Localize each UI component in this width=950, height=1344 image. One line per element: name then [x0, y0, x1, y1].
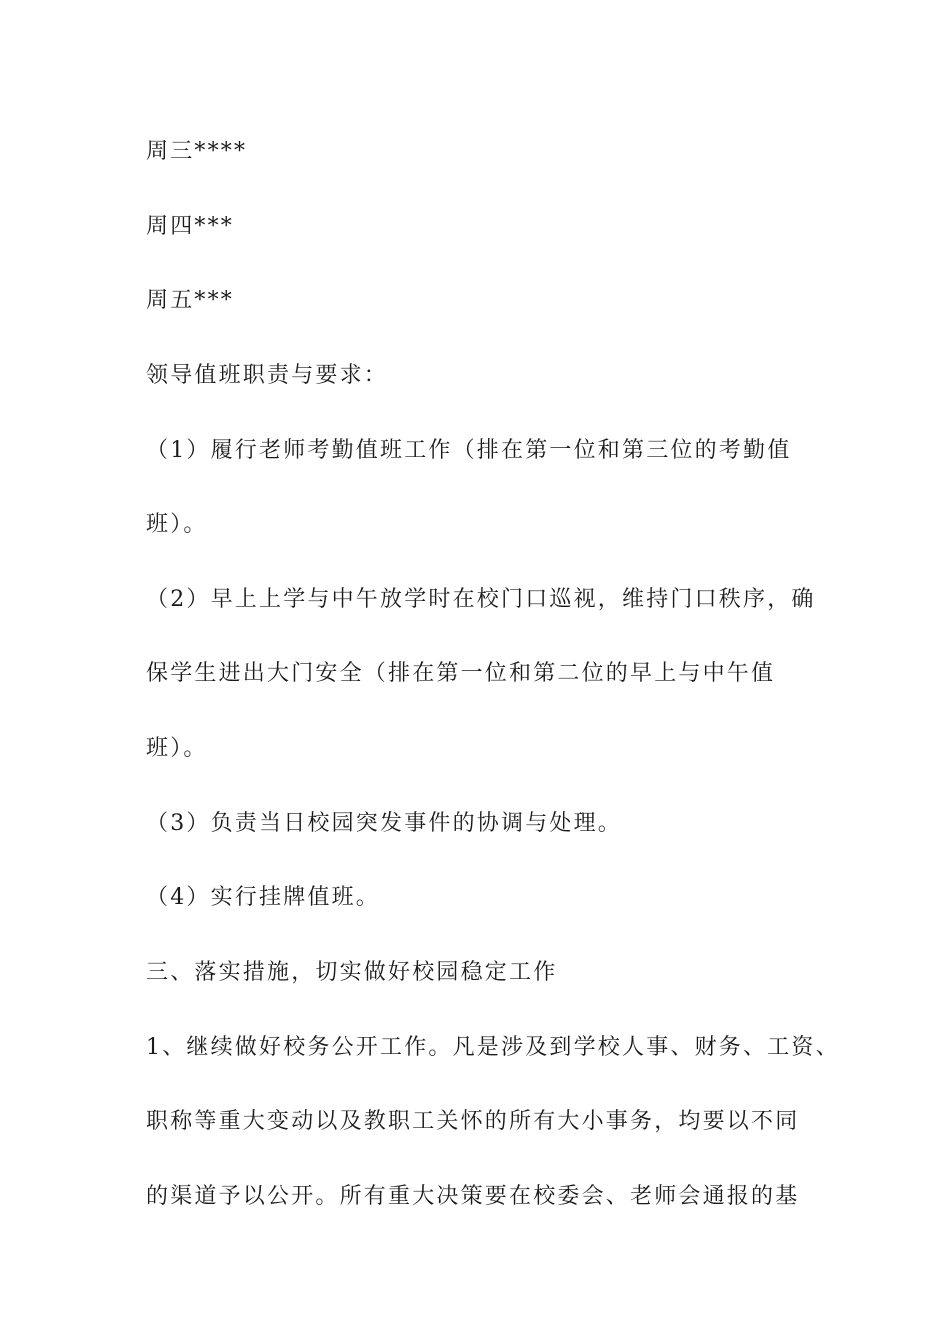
- section-heading-duties: 领导值班职责与要求：: [146, 363, 389, 388]
- paragraph-line: 的渠道予以公开。所有重大决策要在校委会、老师会通报的基: [146, 1184, 800, 1209]
- paragraph-line: （2）早上上学与中午放学时在校门口巡视，维持门口秩序，确: [146, 587, 816, 612]
- paragraph-line: 职称等重大变动以及教职工关怀的所有大小事务，均要以不同: [146, 1109, 800, 1134]
- section-heading-three: 三、落实措施，切实做好校园稳定工作: [146, 960, 558, 985]
- duty-wednesday: 周三****: [146, 139, 248, 164]
- paragraph-line: 班）。: [146, 512, 208, 537]
- paragraph-line: （4）实行挂牌值班。: [146, 885, 380, 910]
- duty-thursday: 周四***: [146, 214, 235, 239]
- paragraph-line: （1）履行老师考勤值班工作（排在第一位和第三位的考勤值: [146, 438, 792, 463]
- paragraph-line: 班）。: [146, 736, 208, 761]
- paragraph-line: 保学生进出大门安全（排在第一位和第二位的早上与中午值: [146, 661, 776, 686]
- paragraph-line: 1、继续做好校务公开工作。凡是涉及到学校人事、财务、工资、: [146, 1035, 840, 1060]
- duty-friday: 周五***: [146, 288, 235, 313]
- paragraph-line: （3）负责当日校园突发事件的协调与处理。: [146, 811, 622, 836]
